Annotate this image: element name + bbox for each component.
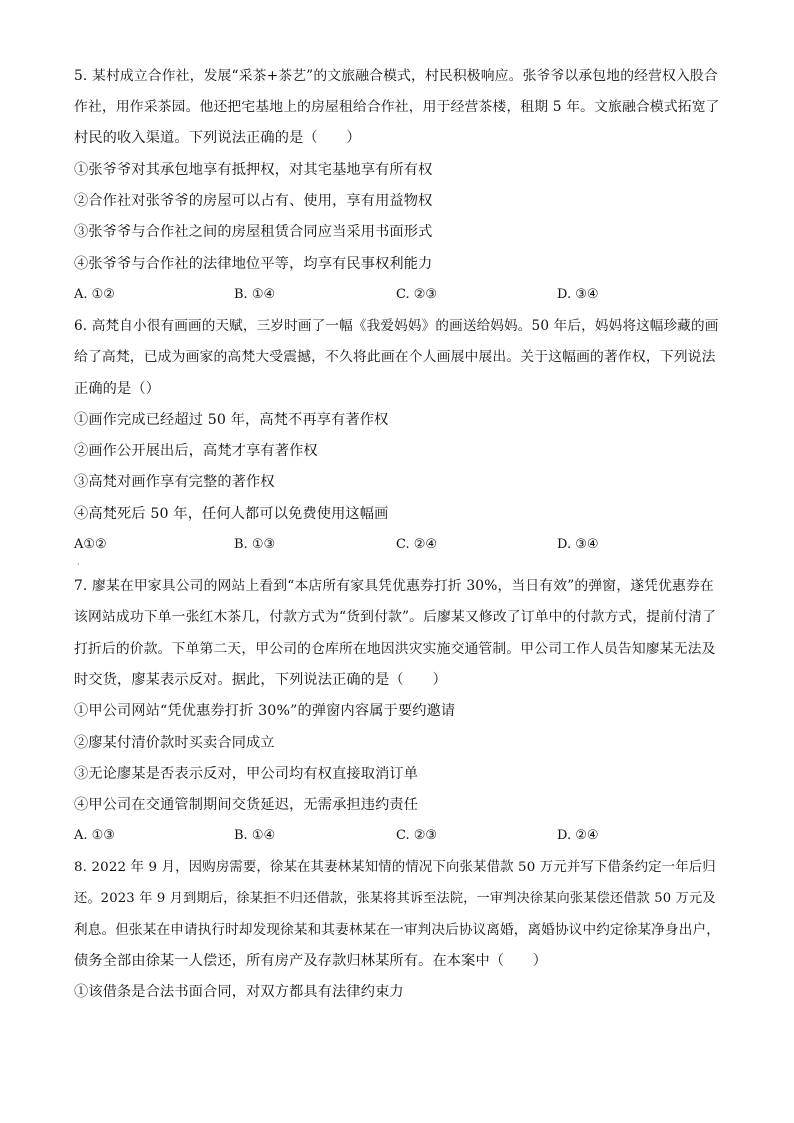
statement-2: ②廖某付清价款时买卖合同成立 [74, 735, 275, 751]
question-stem-line: 利息。但张某在申请执行时却发现徐某和其妻林某在一审判决后协议离婚，离婚协议中约定徐某净身出户， [74, 922, 720, 938]
question-stem-line: 作社，用作采茶园。他还把宅基地上的房屋租给合作社，用于经营茶楼，租期 5 年。文旅融合模式拓宽了 [74, 99, 720, 115]
question-stem-line: 该网站成功下单一张红木茶几，付款方式为“货到付款”。后廖某又修改了订单中的付款方式，提前付清了 [74, 609, 717, 625]
option-d: D. ③④ [557, 537, 599, 552]
statement-1: ①画作完成已经超过 50 年，高梵不再享有著作权 [74, 412, 389, 428]
statement-4: ④高梵死后 50 年，任何人都可以免费使用这幅画 [74, 506, 389, 522]
statement-4: ④张爷爷与合作社的法律地位平等，均享有民事权利能力 [74, 256, 433, 272]
statement-3: ③无论廖某是否表示反对，甲公司均有权直接取消订单 [74, 766, 419, 782]
statement-1: ①该借条是合法书面合同，对双方都具有法律约束力 [74, 984, 404, 1000]
option-a: A①② [74, 537, 107, 552]
option-c: C. ②③ [396, 287, 438, 302]
question-stem-line: 打折后的价款。下单第二天，甲公司的仓库所在地因洪灾实施交通管制。甲公司工作人员告知廖某无法及 [74, 641, 716, 657]
option-d: D. ②④ [557, 828, 599, 843]
question-stem-line: 债务全部由徐某一人偿还，所有房产及存款归林某所有。在本案中（ ） [74, 953, 548, 969]
question-stem-line: 5. 某村成立合作社，发展“采茶+茶艺”的文旅融合模式，村民积极响应。张爷爷以承包地的经营权入股合 [74, 68, 718, 84]
statement-3: ③张爷爷与合作社之间的房屋租赁合同应当采用书面形式 [74, 224, 433, 240]
question-stem-line: 正确的是（） [74, 381, 161, 397]
option-b: B. ①④ [234, 828, 276, 843]
statement-1: ①张爷爷对其承包地享有抵押权，对其宅基地享有所有权 [74, 162, 433, 178]
option-b: B. ①③ [234, 537, 276, 552]
question-stem-line: 给了高梵，已成为画家的高梵大受震撼，不久将此画在个人画展中展出。关于这幅画的著作权，下列说法 [74, 349, 716, 365]
statement-2: ②合作社对张爷爷的房屋可以占有、使用，享有用益物权 [74, 193, 433, 209]
question-stem-line: 村民的收入渠道。下列说法正确的是（ ） [74, 130, 361, 146]
stray-mark: · [77, 560, 80, 569]
option-d: D. ③④ [557, 287, 599, 302]
option-a: A. ①② [74, 287, 115, 302]
question-stem-line: 时交货，廖某表示反对。据此，下列说法正确的是（ ） [74, 672, 447, 688]
statement-3: ③高梵对画作享有完整的著作权 [74, 474, 275, 490]
option-b: B. ①④ [234, 287, 276, 302]
option-c: C. ②④ [396, 537, 438, 552]
question-stem-line: 6. 高梵自小很有画画的天赋，三岁时画了一幅《我爱妈妈》的画送给妈妈。50 年后，妈妈将这幅珍藏的画 [74, 318, 719, 334]
question-stem-line: 8. 2022 年 9 月，因购房需要，徐某在其妻林某知情的情况下向张某借款 50 万元并写下借条约定一年后归 [74, 860, 716, 875]
statement-2: ②画作公开展出后，高梵才享有著作权 [74, 443, 318, 459]
option-a: A. ①③ [74, 828, 115, 843]
statement-1: ①甲公司网站“凭优惠券打折 30%”的弹窗内容属于要约邀请 [74, 703, 456, 719]
option-c: C. ②③ [396, 828, 438, 843]
statement-4: ④甲公司在交通管制期间交货延迟，无需承担违约责任 [74, 797, 419, 813]
question-stem-line: 7. 廖某在甲家具公司的网站上看到“本店所有家具凭优惠券打折 30%，当日有效”的弹窗，遂凭优惠券在 [74, 578, 714, 594]
question-stem-line: 还。2023 年 9 月到期后，徐某拒不归还借款，张某将其诉至法院，一审判决徐某向张某偿还借款 50 万元及 [74, 891, 716, 906]
